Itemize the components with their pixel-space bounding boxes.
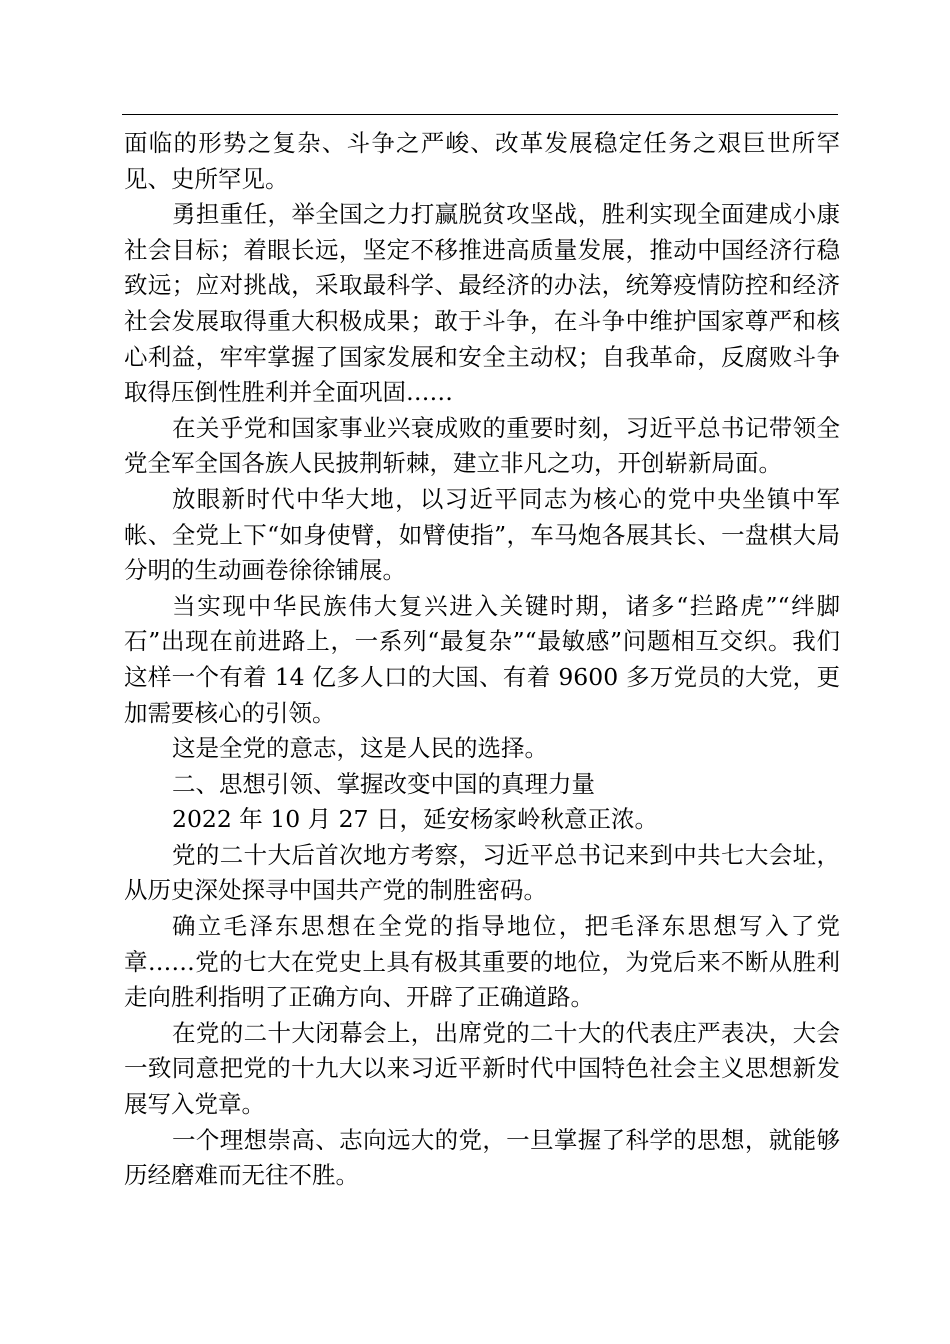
paragraph: 勇担重任，举全国之力打赢脱贫攻坚战，胜利实现全面建成小康社会目标；着眼长远，坚定不移推进高质量发展，推动中国经济行稳致远；应对挑战，采取最科学、最经济的办法，统筹疫情防控和经济社会发展取得重大积极成果；敢于斗争，在斗争中维护国家尊严和核心利益，牢牢掌握了国家发展和安全主动权；自我革命，反腐败斗争取得压倒性胜利并全面巩固……: [124, 200, 840, 407]
paragraph: 确立毛泽东思想在全党的指导地位，把毛泽东思想写入了党章……党的七大在党史上具有极其重要的地位，为党后来不断从胜利走向胜利指明了正确方向、开辟了正确道路。: [124, 912, 840, 1012]
header-rule: [122, 114, 838, 115]
paragraph: 2022 年 10 月 27 日，延安杨家岭秋意正浓。: [172, 805, 658, 834]
paragraph: 这是全党的意志，这是人民的选择。: [172, 734, 548, 763]
paragraph: 党的二十大后首次地方考察，习近平总书记来到中共七大会址，从历史深处探寻中国共产党的制胜密码。: [124, 840, 840, 905]
section-heading: 二、思想引领、掌握改变中国的真理力量: [172, 769, 595, 798]
paragraph: 当实现中华民族伟大复兴进入关键时期，诸多“拦路虎”“绊脚石”出现在前进路上，一系列“最复杂”“最敏感”问题相互交织。我们这样一个有着 14 亿多人口的大国、有着 9600 多万党员的大党，更加需要核心的引领。: [124, 591, 840, 727]
paragraph: 面临的形势之复杂、斗争之严峻、改革发展稳定任务之艰巨世所罕见、史所罕见。: [124, 129, 840, 193]
paragraph: 一个理想崇高、志向远大的党，一旦掌握了科学的思想，就能够历经磨难而无往不胜。: [124, 1125, 840, 1190]
paragraph: 在党的二十大闭幕会上，出席党的二十大的代表庄严表决，大会一致同意把党的十九大以来习近平新时代中国特色社会主义思想新发展写入党章。: [124, 1018, 840, 1119]
paragraph: 在关乎党和国家事业兴衰成败的重要时刻，习近平总书记带领全党全军全国各族人民披荆斩棘，建立非凡之功，开创崭新局面。: [124, 413, 840, 478]
paragraph: 放眼新时代中华大地，以习近平同志为核心的党中央坐镇中军帐、全党上下“如身使臂，如臂使指”，车马炮各展其长、一盘棋大局分明的生动画卷徐徐铺展。: [124, 484, 840, 585]
document-body: [124, 126, 840, 1194]
